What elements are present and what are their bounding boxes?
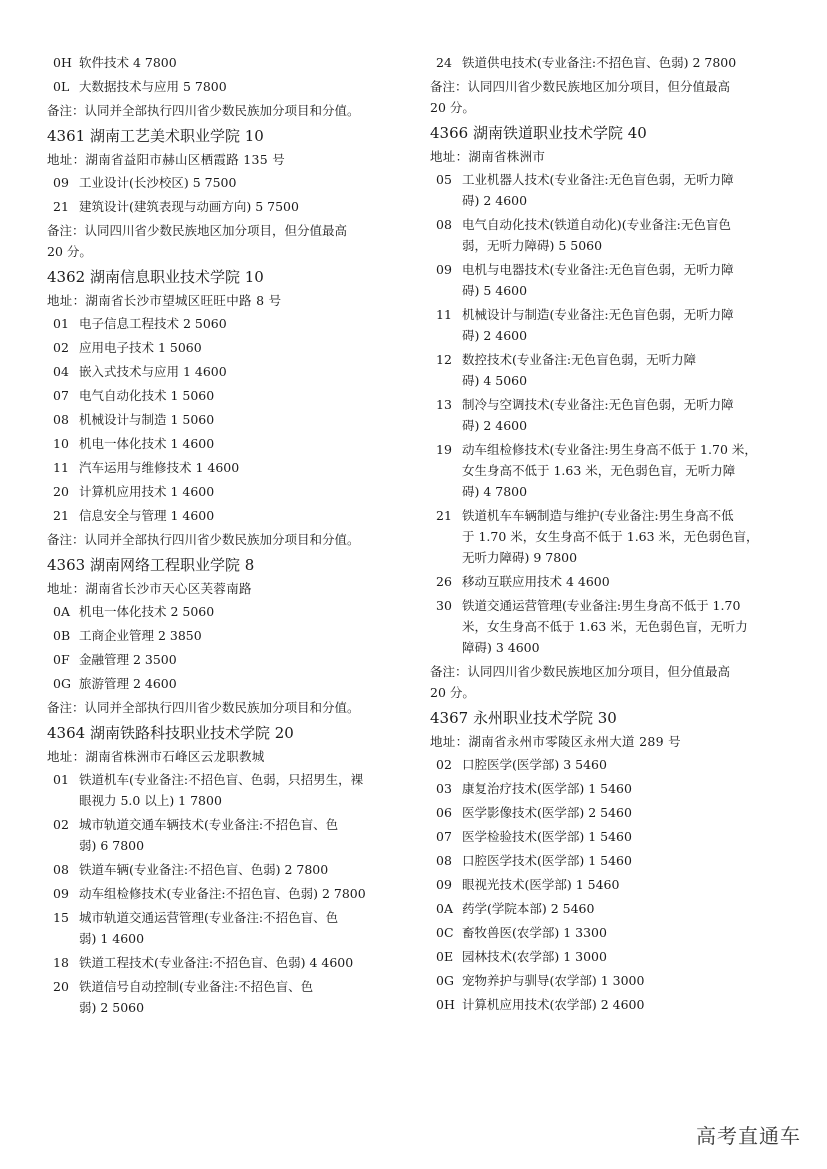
major-text: 信息安全与管理 1 4600 xyxy=(79,508,215,523)
major-entry xyxy=(430,826,780,847)
major-code: 10 xyxy=(53,436,69,451)
major-code: 15 xyxy=(53,910,69,925)
major-entry xyxy=(430,52,780,73)
major-text: 动车组检修技术(专业备注:男生身高不低于 1.70 米， 女生身高不低于 1.63 米，无色弱色盲，无听力障 碍) 4 7800 xyxy=(462,442,757,499)
major-code: 0H xyxy=(53,55,72,70)
major-code: 06 xyxy=(436,805,452,820)
major-entry xyxy=(47,313,417,334)
major-entry xyxy=(430,595,780,658)
major-text: 工业设计(长沙校区) 5 7500 xyxy=(79,175,237,190)
major-text: 旅游管理 2 4600 xyxy=(79,676,177,691)
major-code: 03 xyxy=(436,781,452,796)
major-text: 铁道交通运营管理(专业备注:男生身高不低于 1.70 米，女生身高不低于 1.63 米，无色弱色盲，无听力 障碍) 3 4600 xyxy=(462,598,748,655)
major-text: 电气自动化技术 1 5060 xyxy=(79,388,215,403)
major-text: 嵌入式技术与应用 1 4600 xyxy=(79,364,227,379)
major-text: 铁道机车车辆制造与维护(专业备注:男生身高不低 于 1.70 米，女生身高不低于 1.63 米，无色弱色盲， 无听力障碍) 9 7800 xyxy=(462,508,759,565)
major-entry xyxy=(47,769,417,811)
school-address: 地址：湖南省长沙市望城区旺旺中路 8 号 xyxy=(47,293,282,308)
major-code: 08 xyxy=(53,412,69,427)
major-code: 21 xyxy=(53,199,69,214)
major-entry xyxy=(47,52,417,73)
major-entry xyxy=(47,385,417,406)
major-code: 0B xyxy=(53,628,71,643)
major-entry xyxy=(47,673,417,694)
major-text: 计算机应用技术 1 4600 xyxy=(79,484,215,499)
major-entry xyxy=(47,952,417,973)
major-text: 汽车运用与维修技术 1 4600 xyxy=(79,460,240,475)
major-code: 0A xyxy=(436,901,453,916)
remark-note: 备注：认同并全部执行四川省少数民族加分项目和分值。 xyxy=(47,532,360,547)
major-entry xyxy=(430,850,780,871)
major-code: 0G xyxy=(436,973,454,988)
major-code: 09 xyxy=(436,877,452,892)
major-code: 0L xyxy=(53,79,70,94)
major-text: 机械设计与制造 1 5060 xyxy=(79,412,215,427)
major-code: 0H xyxy=(436,997,455,1012)
major-text: 铁道供电技术(专业备注:不招色盲、色弱) 2 7800 xyxy=(462,55,737,70)
major-entry xyxy=(47,433,417,454)
major-code: 30 xyxy=(436,598,452,613)
major-text: 铁道工程技术(专业备注:不招色盲、色弱) 4 4600 xyxy=(79,955,354,970)
major-entry xyxy=(430,922,780,943)
major-text: 机电一体化技术 2 5060 xyxy=(79,604,215,619)
school-address: 地址：湖南省益阳市赫山区栖霞路 135 号 xyxy=(47,152,286,167)
major-code: 09 xyxy=(436,262,452,277)
major-code: 04 xyxy=(53,364,69,379)
major-code: 08 xyxy=(436,853,452,868)
major-code: 0A xyxy=(53,604,70,619)
major-code: 07 xyxy=(53,388,69,403)
major-code: 08 xyxy=(436,217,452,232)
major-text: 大数据技术与应用 5 7800 xyxy=(79,79,227,94)
major-entry xyxy=(47,883,417,904)
major-entry xyxy=(430,778,780,799)
major-text: 软件技术 4 7800 xyxy=(79,55,177,70)
major-code: 13 xyxy=(436,397,452,412)
major-entry xyxy=(430,349,780,391)
major-entry xyxy=(47,457,417,478)
major-code: 18 xyxy=(53,955,69,970)
major-text: 金融管理 2 3500 xyxy=(79,652,177,667)
major-entry xyxy=(430,505,780,568)
major-code: 01 xyxy=(53,772,69,787)
remark-note: 备注：认同并全部执行四川省少数民族加分项目和分值。 xyxy=(47,103,360,118)
major-text: 畜牧兽医(农学部) 1 3300 xyxy=(462,925,607,940)
major-entry xyxy=(430,169,780,211)
major-entry xyxy=(430,394,780,436)
major-text: 口腔医学(医学部) 3 5460 xyxy=(462,757,607,772)
major-code: 09 xyxy=(53,886,69,901)
remark-note: 备注：认同四川省少数民族地区加分项目，但分值最高 20 分。 xyxy=(430,79,731,115)
major-code: 20 xyxy=(53,484,69,499)
major-code: 0F xyxy=(53,652,70,667)
major-entry xyxy=(430,946,780,967)
major-entry xyxy=(430,898,780,919)
major-text: 医学影像技术(医学部) 2 5460 xyxy=(462,805,632,820)
major-code: 0G xyxy=(53,676,71,691)
school-header: 4362 湖南信息职业技术学院 10 xyxy=(47,268,264,286)
major-text: 工商企业管理 2 3850 xyxy=(79,628,202,643)
major-code: 0E xyxy=(436,949,454,964)
school-header: 4367 永州职业技术学院 30 xyxy=(430,709,617,727)
major-entry xyxy=(430,439,780,502)
remark-note: 备注：认同并全部执行四川省少数民族加分项目和分值。 xyxy=(47,700,360,715)
major-entry xyxy=(47,172,417,193)
school-address: 地址：湖南省长沙市天心区芙蓉南路 xyxy=(47,581,252,596)
major-entry xyxy=(47,409,417,430)
major-entry xyxy=(47,814,417,856)
school-header: 4366 湖南铁道职业技术学院 40 xyxy=(430,124,647,142)
major-code: 09 xyxy=(53,175,69,190)
major-entry xyxy=(430,970,780,991)
major-text: 铁道机车(专业备注:不招色盲、色弱，只招男生，裸 眼视力 5.0 以上) 1 7800 xyxy=(79,772,364,808)
watermark-text: 高考直通车 xyxy=(696,1124,801,1148)
major-text: 动车组检修技术(专业备注:不招色盲、色弱) 2 7800 xyxy=(79,886,366,901)
major-text: 数控技术(专业备注:无色盲色弱，无听力障 碍) 4 5060 xyxy=(462,352,697,388)
remark-note: 备注：认同四川省少数民族地区加分项目，但分值最高 20 分。 xyxy=(47,223,348,259)
major-text: 工业机器人技术(专业备注:无色盲色弱，无听力障 碍) 2 4600 xyxy=(462,172,734,208)
major-text: 眼视光技术(医学部) 1 5460 xyxy=(462,877,620,892)
major-entry xyxy=(47,976,417,1018)
major-entry xyxy=(47,505,417,526)
major-entry xyxy=(47,601,417,622)
major-text: 机械设计与制造(专业备注:无色盲色弱，无听力障 碍) 2 4600 xyxy=(462,307,734,343)
school-address: 地址：湖南省株洲市石峰区云龙职教城 xyxy=(47,749,265,764)
major-code: 21 xyxy=(436,508,452,523)
major-entry xyxy=(47,625,417,646)
major-code: 19 xyxy=(436,442,452,457)
major-text: 铁道车辆(专业备注:不招色盲、色弱) 2 7800 xyxy=(79,862,329,877)
major-text: 医学检验技术(医学部) 1 5460 xyxy=(462,829,632,844)
major-entry xyxy=(430,259,780,301)
major-code: 0C xyxy=(436,925,454,940)
major-text: 口腔医学技术(医学部) 1 5460 xyxy=(462,853,632,868)
school-header: 4363 湖南网络工程职业学院 8 xyxy=(47,556,255,574)
major-code: 21 xyxy=(53,508,69,523)
major-entry xyxy=(47,76,417,97)
major-code: 07 xyxy=(436,829,452,844)
major-code: 05 xyxy=(436,172,452,187)
major-entry xyxy=(47,196,417,217)
major-text: 宠物养护与驯导(农学部) 1 3000 xyxy=(462,973,645,988)
major-code: 08 xyxy=(53,862,69,877)
major-code: 02 xyxy=(436,757,452,772)
major-entry xyxy=(47,361,417,382)
major-text: 计算机应用技术(农学部) 2 4600 xyxy=(462,997,645,1012)
major-entry xyxy=(47,337,417,358)
major-entry xyxy=(47,859,417,880)
left-column xyxy=(47,50,417,1021)
major-text: 电机与电器技术(专业备注:无色盲色弱，无听力障 碍) 5 4600 xyxy=(462,262,734,298)
major-text: 电气自动化技术(铁道自动化)(专业备注:无色盲色 弱，无听力障碍) 5 5060 xyxy=(462,217,731,253)
major-entry xyxy=(430,802,780,823)
major-text: 城市轨道交通车辆技术(专业备注:不招色盲、色 弱) 6 7800 xyxy=(79,817,339,853)
major-entry xyxy=(430,994,780,1015)
major-text: 康复治疗技术(医学部) 1 5460 xyxy=(462,781,632,796)
remark-note: 备注：认同四川省少数民族地区加分项目，但分值最高 20 分。 xyxy=(430,664,731,700)
school-header: 4364 湖南铁路科技职业技术学院 20 xyxy=(47,724,294,742)
major-text: 铁道信号自动控制(专业备注:不招色盲、色 弱) 2 5060 xyxy=(79,979,314,1015)
school-address: 地址：湖南省株洲市 xyxy=(430,149,546,164)
major-text: 移动互联应用技术 4 4600 xyxy=(462,574,610,589)
major-text: 应用电子技术 1 5060 xyxy=(79,340,202,355)
major-text: 药学(学院本部) 2 5460 xyxy=(462,901,595,916)
major-text: 园林技术(农学部) 1 3000 xyxy=(462,949,607,964)
major-entry xyxy=(47,907,417,949)
school-address: 地址：湖南省永州市零陵区永州大道 289 号 xyxy=(430,734,681,749)
major-code: 11 xyxy=(53,460,69,475)
major-code: 26 xyxy=(436,574,452,589)
major-entry xyxy=(430,754,780,775)
school-header: 4361 湖南工艺美术职业学院 10 xyxy=(47,127,264,145)
major-text: 建筑设计(建筑表现与动画方向) 5 7500 xyxy=(79,199,299,214)
major-code: 24 xyxy=(436,55,452,70)
major-code: 20 xyxy=(53,979,69,994)
major-entry xyxy=(47,649,417,670)
major-code: 12 xyxy=(436,352,452,367)
major-code: 11 xyxy=(436,307,452,322)
major-code: 01 xyxy=(53,316,69,331)
major-text: 制冷与空调技术(专业备注:无色盲色弱，无听力障 碍) 2 4600 xyxy=(462,397,734,433)
major-text: 城市轨道交通运营管理(专业备注:不招色盲、色 弱) 1 4600 xyxy=(79,910,339,946)
major-text: 机电一体化技术 1 4600 xyxy=(79,436,215,451)
major-entry xyxy=(430,571,780,592)
major-code: 02 xyxy=(53,817,69,832)
major-code: 02 xyxy=(53,340,69,355)
major-text: 电子信息工程技术 2 5060 xyxy=(79,316,227,331)
major-entry xyxy=(430,214,780,256)
major-entry xyxy=(47,481,417,502)
major-entry xyxy=(430,304,780,346)
major-entry xyxy=(430,874,780,895)
right-column xyxy=(430,50,780,1018)
